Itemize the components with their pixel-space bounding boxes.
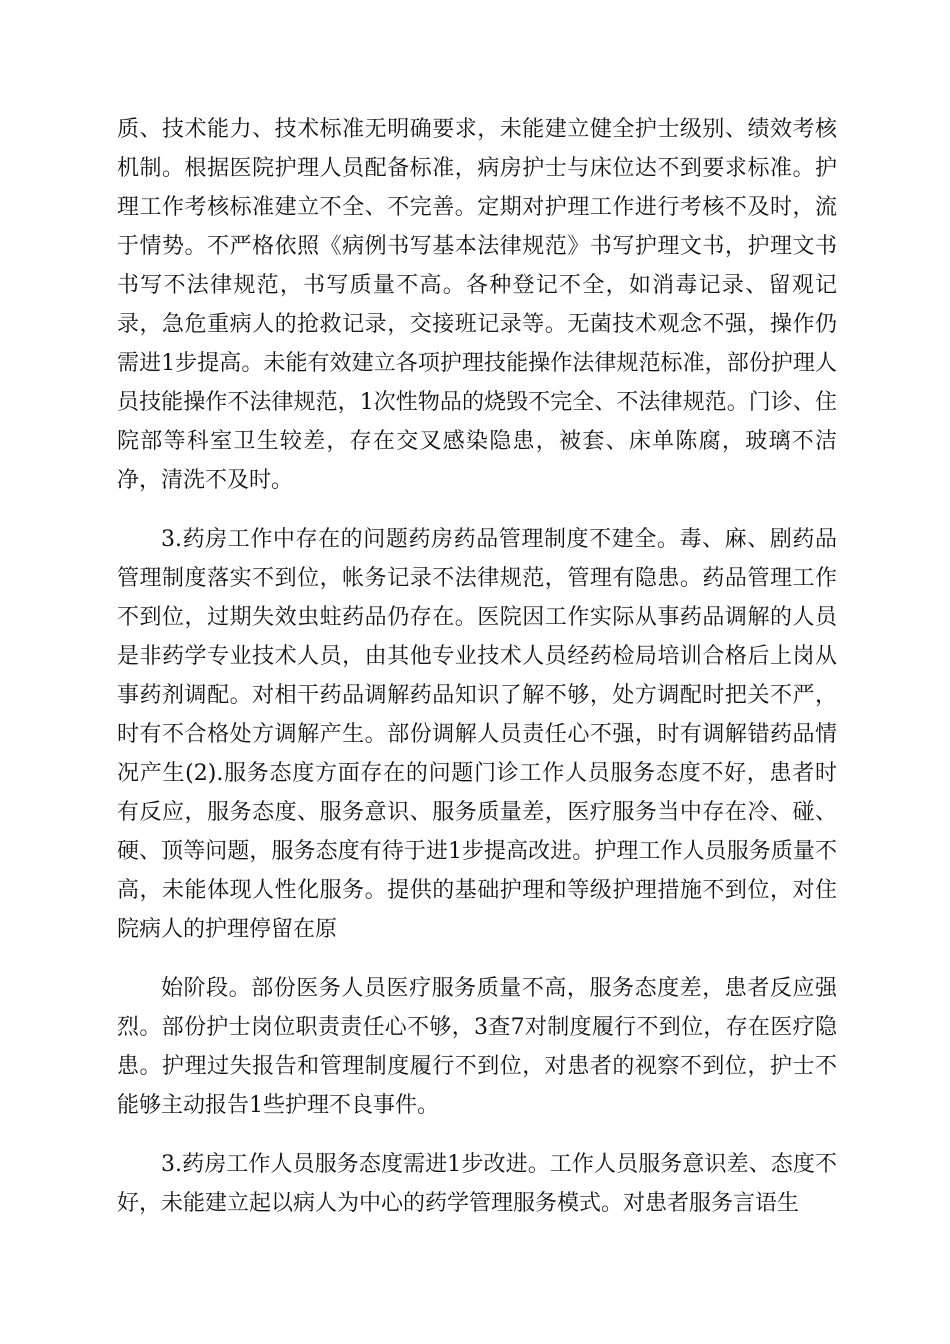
paragraph-nursing-issues: 质、技术能力、技术标准无明确要求，未能建立健全护士级别、绩效考核机制。根据医院护理人员配备标准，病房护士与床位达不到要求标准。护理工作考核标准建立不全、不完善。定期对护理工作进行考核不及时，流于情势。不严格依照《病例书写基本法律规范》书写护理文书，护理文书书写不法律规范，书写质量不高。各种登记不全，如消毒记录、留观记录，急危重病人的抢救记录，交接班记录等。无菌技术观念不强，操作仍需进1步提高。未能有效建立各项护理技能操作法律规范标准，部份护理人员技能操作不法律规范，1次性物品的烧毁不完全、不法律规范。门诊、住院部等科室卫生较差，存在交叉感染隐患，被套、床单陈腐，玻璃不洁净，清洗不及时。 <box>117 117 837 493</box>
paragraph-pharmacy-issues: 3.药房工作中存在的问题药房药品管理制度不建全。毒、麻、剧药品管理制度落实不到位，帐务记录不法律规范，管理有隐患。药品管理工作不到位，过期失效虫蛀药品仍存在。医院因工作实际从事药品调解的人员是非药学专业技术人员，由其他专业技术人员经药检局培训合格后上岗从事药剂调配。对相干药品调解药品知识了解不够，处方调配时把关不严，时有不合格处方调解产生。部份调解人员责任心不强，时有调解错药品情况产生(2).服务态度方面存在的问题门诊工作人员服务态度不好，患者时有反应，服务态度、服务意识、服务质量差，医疗服务当中存在冷、碰、硬、顶等问题，服务态度有待于进1步提高改进。护理工作人员服务质量不高，未能体现人性化服务。提供的基础护理和等级护理措施不到位，对住院病人的护理停留在原 <box>117 527 837 942</box>
paragraph-service-quality: 始阶段。部份医务人员医疗服务质量不高，服务态度差，患者反应强烈。部份护士岗位职责责任心不够，3查7对制度履行不到位，存在医疗隐患。护理过失报告和管理制度履行不到位，对患者的视察不到位，护士不能够主动报告1些护理不良事件。 <box>117 976 837 1118</box>
paragraph-pharmacy-attitude: 3.药房工作人员服务态度需进1步改进。工作人员服务意识差、态度不好，未能建立起以病人为中心的药学管理服务模式。对患者服务言语生 <box>117 1152 837 1216</box>
document-body <box>117 110 837 1223</box>
